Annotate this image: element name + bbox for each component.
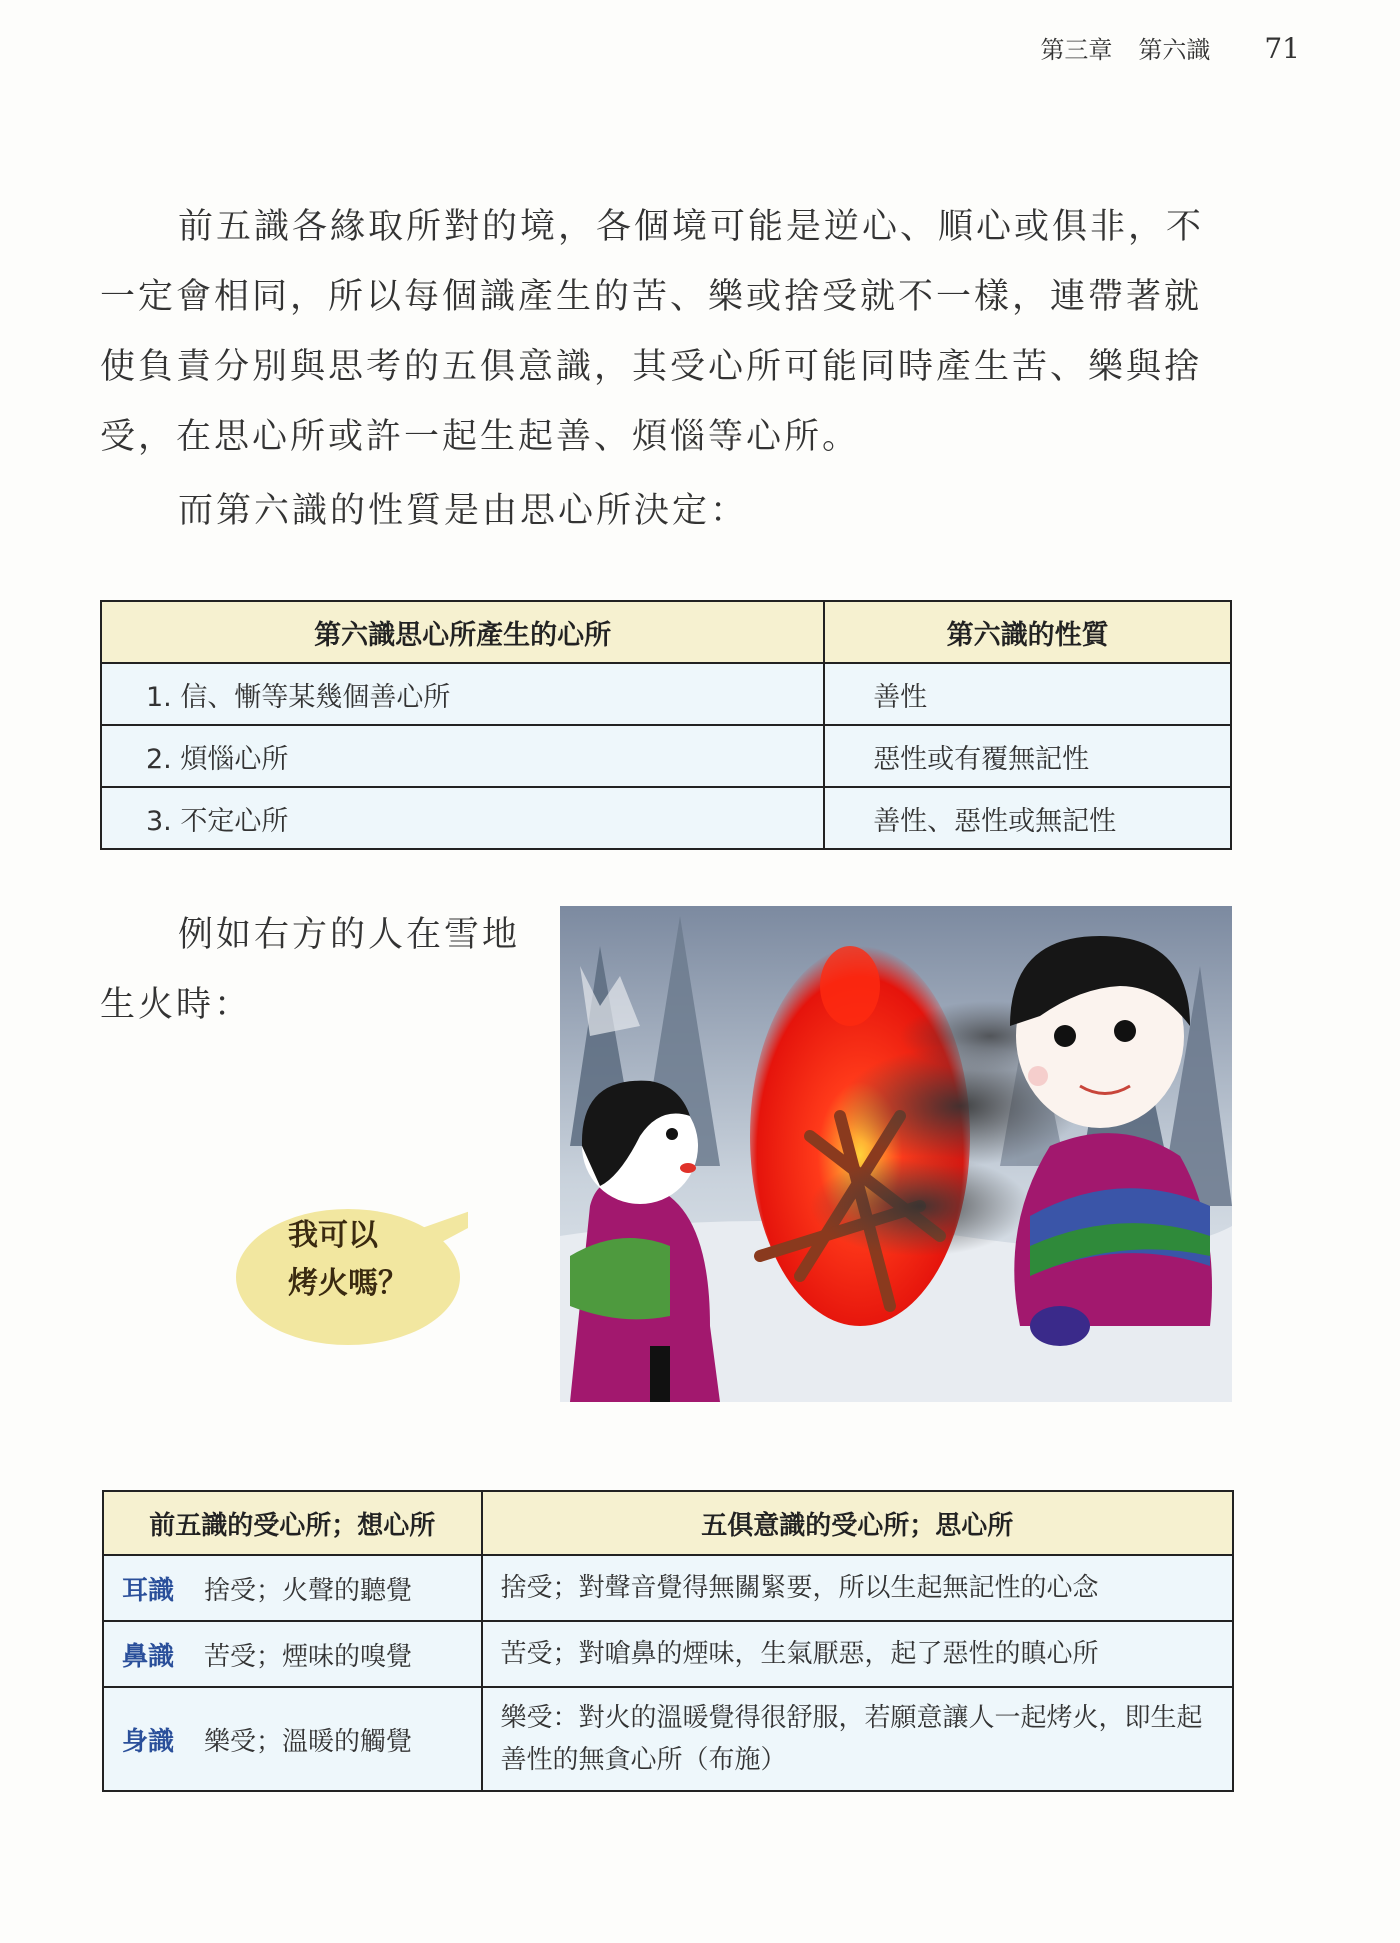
table-header-cell: 前五識的受心所；想心所 — [103, 1491, 482, 1555]
table-cell — [103, 1687, 482, 1791]
table-cell: 1. 信、慚等某幾個善心所 — [101, 663, 824, 725]
sense-label: 身識 — [122, 1726, 175, 1757]
table-cell: 善性 — [824, 663, 1231, 725]
table-header-row — [101, 601, 1231, 663]
table-row — [101, 663, 1231, 725]
table-header-row — [103, 1491, 1233, 1555]
table-header-cell: 第六識的性質 — [824, 601, 1231, 663]
table-cell: 樂受：對火的溫暖覺得很舒服，若願意讓人一起烤火，即生起善性的無貪心所（布施） — [482, 1687, 1233, 1791]
feeling-text: 樂受；溫暖的觸覺 — [204, 1726, 413, 1757]
body-paragraph-2: 而第六識的性質是由思心所決定： — [178, 491, 749, 531]
table-cell: 惡性或有覆無記性 — [824, 725, 1231, 787]
table-cell — [103, 1621, 482, 1687]
chapter-label: 第三章 — [1040, 36, 1113, 64]
table-cell: 3. 不定心所 — [101, 787, 824, 849]
table-row — [103, 1687, 1233, 1791]
sixth-consciousness-nature-table — [100, 600, 1232, 850]
table-header-cell: 五俱意識的受心所；思心所 — [482, 1491, 1233, 1555]
table-row — [103, 1555, 1233, 1621]
running-header — [1040, 30, 1300, 65]
table-row — [101, 787, 1231, 849]
section-label: 第六識 — [1138, 36, 1211, 64]
table-header-cell: 第六識思心所產生的心所 — [101, 601, 824, 663]
table-row — [101, 725, 1231, 787]
table-row — [103, 1621, 1233, 1687]
snow-campfire-illustration — [560, 906, 1232, 1402]
sense-label: 鼻識 — [122, 1641, 175, 1672]
example-paragraph: 例如右方的人在雪地生火時： — [100, 915, 521, 1025]
speech-line-2: 烤火嗎？ — [288, 1266, 408, 1301]
feeling-text: 捨受；火聲的聽覺 — [204, 1575, 413, 1606]
table-cell: 捨受；對聲音覺得無關緊要，所以生起無記性的心念 — [482, 1555, 1233, 1621]
table-cell — [103, 1555, 482, 1621]
feeling-text: 苦受；煙味的嗅覺 — [204, 1641, 413, 1672]
table-cell: 善性、惡性或無記性 — [824, 787, 1231, 849]
sense-label: 耳識 — [122, 1575, 175, 1606]
feeling-mental-factors-table — [102, 1490, 1234, 1792]
speech-bubble-text — [288, 1212, 448, 1308]
page-number: 71 — [1264, 32, 1300, 65]
table-cell: 苦受；對嗆鼻的煙味，生氣厭惡，起了惡性的瞋心所 — [482, 1621, 1233, 1687]
body-paragraph-1: 前五識各緣取所對的境，各個境可能是逆心、順心或俱非，不一定會相同，所以每個識產生的苦、樂或捨受就不一樣，連帶著就使負責分別與思考的五俱意識，其受心所可能同時產生苦、樂與捨受，在思心所或許一起生起善、煩惱等心所。 — [100, 207, 1205, 457]
table-cell: 2. 煩惱心所 — [101, 725, 824, 787]
speech-line-1: 我可以 — [288, 1218, 378, 1253]
